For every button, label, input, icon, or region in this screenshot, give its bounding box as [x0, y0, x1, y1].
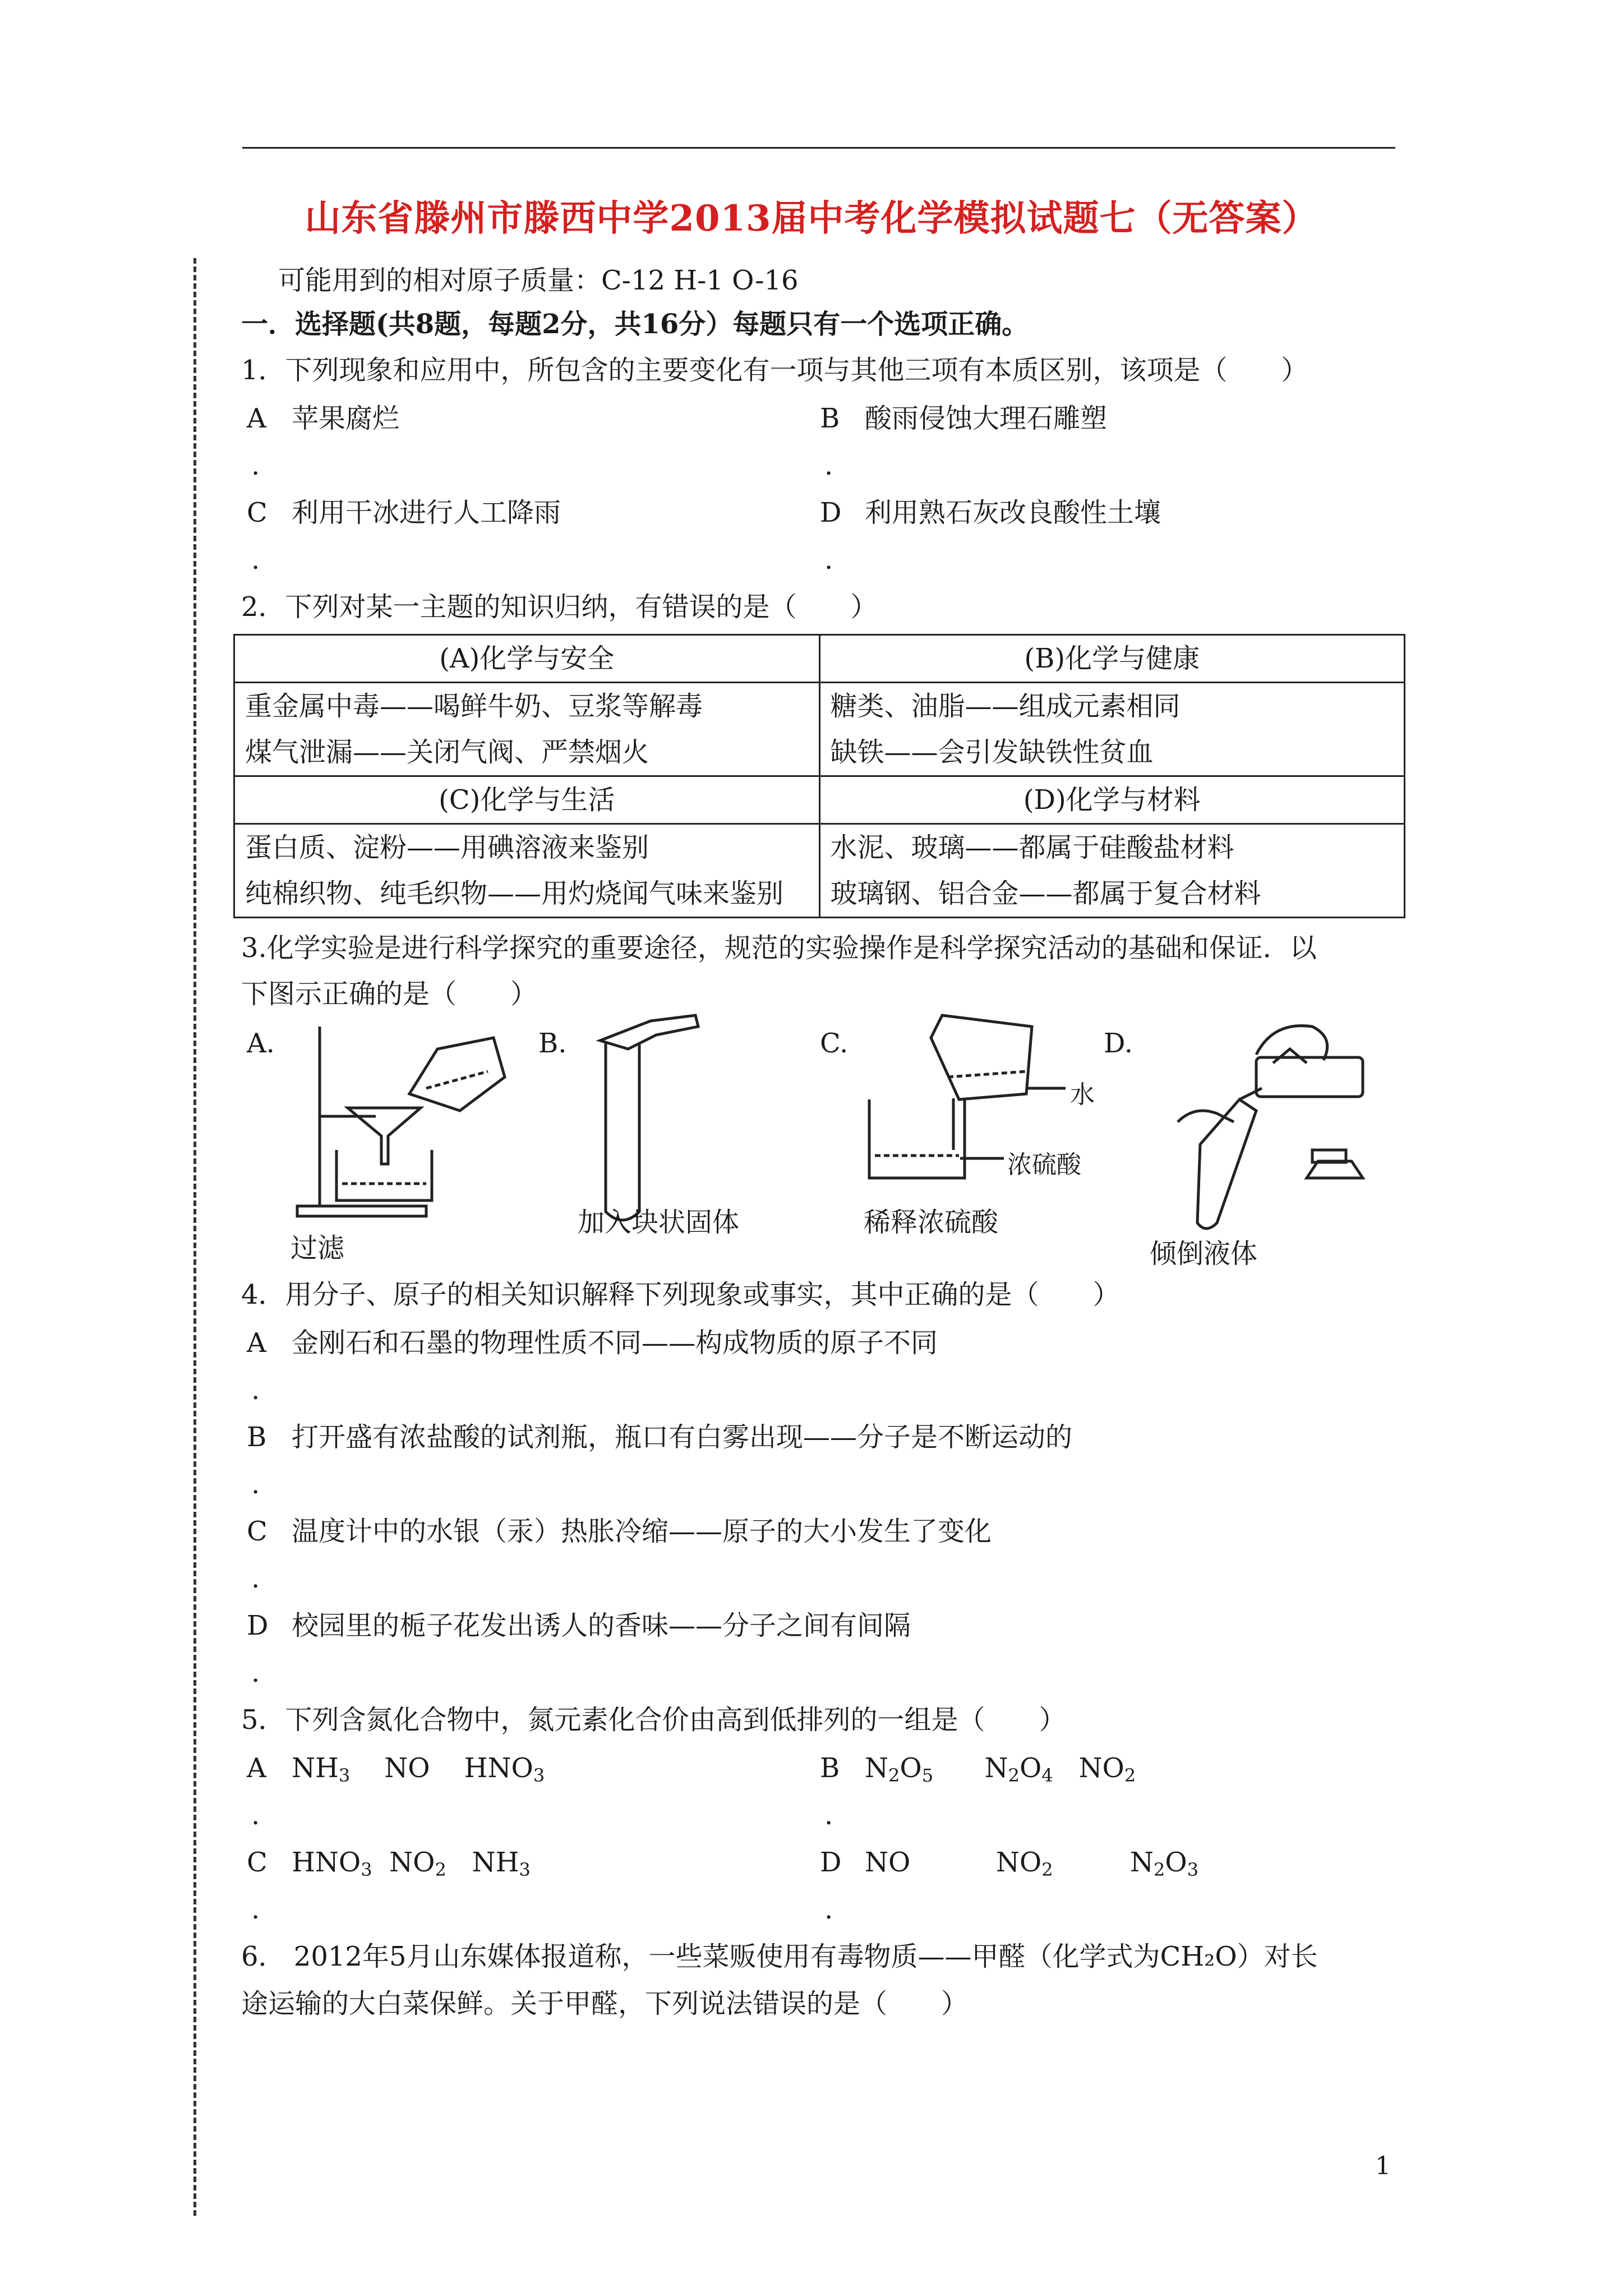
option-dot: . — [824, 450, 833, 481]
fig-b-caption: 加入块状固体 — [578, 1207, 740, 1238]
fig-d-caption: 倾倒液体 — [1150, 1238, 1258, 1269]
q4-option-a: A 金刚石和石墨的物理性质不同——构成物质的原子不同 — [247, 1327, 938, 1359]
option-dot: . — [251, 544, 260, 576]
q4-option-b: B 打开盛有浓盐酸的试剂瓶，瓶口有白雾出现——分子是不断运动的 — [247, 1421, 1073, 1453]
fig-a-letter: A. — [247, 1028, 275, 1059]
fig-b-letter: B. — [538, 1028, 567, 1059]
q5-option-b: B $N_2O_5$ $N_2O_4$ $NO_2$ — [820, 1752, 1136, 1786]
option-dot: . — [251, 1894, 260, 1925]
q1-stem: 1．下列现象和应用中，所包含的主要变化有一项与其他三项有本质区别，该项是（ ） — [241, 355, 1308, 386]
q3-stem-line2: 下图示正确的是（ ） — [241, 978, 538, 1010]
q4-option-d: D 校园里的栀子花发出诱人的香味——分子之间有间隔 — [247, 1610, 911, 1641]
table-head-a: (A)化学与安全 — [234, 635, 820, 683]
table-cell-b: 糖类、油脂——组成元素相同 缺铁——会引发缺铁性贫血 — [819, 683, 1405, 776]
option-dot: . — [251, 1563, 260, 1594]
table-cell-a: 重金属中毒——喝鲜牛奶、豆浆等解毒 煤气泄漏——关闭气阀、严禁烟火 — [234, 683, 820, 776]
page-number: 1 — [1375, 2152, 1391, 2180]
q6-stem-line1: 6． 2012年5月山东媒体报道称，一些菜贩使用有毒物质——甲醛（化学式为CH₂O）对长 — [241, 1941, 1318, 1972]
binding-dashed-line — [193, 258, 196, 2216]
table-head-c: (C)化学与生活 — [234, 776, 820, 824]
pouring-liquid-figure — [1144, 1010, 1380, 1234]
page-title: 山东省滕州市滕西中学2013届中考化学模拟试题七（无答案） — [305, 197, 1318, 240]
fig-c-label-water: 水 — [1070, 1080, 1095, 1109]
header-rule — [242, 147, 1395, 149]
fig-d-letter: D. — [1104, 1028, 1133, 1059]
q5-stem: 5．下列含氮化合物中，氮元素化合价由高到低排列的一组是（ ） — [241, 1704, 1066, 1736]
option-dot: . — [251, 1657, 260, 1688]
table-cell-d: 水泥、玻璃——都属于硅酸盐材料 玻璃钢、铝合金——都属于复合材料 — [819, 824, 1405, 918]
q3-stem-line1: 3.化学实验是进行科学探究的重要途径，规范的实验操作是科学探究活动的基础和保证．以 — [241, 932, 1317, 964]
q5-option-c: C $HNO_3$ $NO_2$ $NH_3$ — [247, 1847, 531, 1880]
option-dot: . — [251, 1469, 260, 1500]
q6-stem-line2: 途运输的大白菜保鲜。关于甲醛，下列说法错误的是（ ） — [241, 1988, 969, 2019]
table-head-b: (B)化学与健康 — [819, 635, 1405, 683]
q5-option-a: A $NH_3$ NO $HNO_3$ — [247, 1752, 545, 1786]
q1-option-b: B 酸雨侵蚀大理石雕塑 — [820, 403, 1108, 434]
knowledge-table — [233, 634, 1405, 918]
q4-option-c: C 温度计中的水银（汞）热胀冷缩——原子的大小发生了变化 — [247, 1516, 992, 1547]
q2-stem: 2．下列对某一主题的知识归纳，有错误的是（ ） — [241, 591, 878, 623]
filtration-apparatus-figure — [292, 1015, 527, 1228]
q1-option-c: C 利用干冰进行人工降雨 — [247, 497, 561, 528]
fig-c-letter: C. — [820, 1028, 849, 1059]
option-dot: . — [251, 1374, 260, 1406]
fig-c-label-acid: 浓硫酸 — [1007, 1151, 1081, 1179]
q4-stem: 4．用分子、原子的相关知识解释下列现象或事实，其中正确的是（ ） — [241, 1279, 1120, 1310]
section-heading: 一．选择题(共8题，每题2分，共16分）每题只有一个选项正确。 — [241, 309, 1029, 340]
q5-option-d: D NO $NO_2$ $N_2O_3$ — [820, 1847, 1199, 1880]
q1-option-a: A 苹果腐烂 — [247, 403, 400, 434]
q1-option-d: D 利用熟石灰改良酸性土壤 — [820, 497, 1161, 528]
option-dot: . — [824, 1894, 833, 1925]
option-dot: . — [824, 544, 833, 576]
atomic-mass-line: 可能用到的相对原子质量：C-12 H-1 O-16 — [278, 265, 799, 296]
table-cell-c: 蛋白质、淀粉——用碘溶液来鉴别 纯棉织物、纯毛织物——用灼烧闻气味来鉴别 — [234, 824, 820, 918]
option-dot: . — [251, 450, 260, 481]
option-dot: . — [824, 1800, 833, 1831]
fig-c-caption: 稀释浓硫酸 — [864, 1207, 999, 1238]
fig-a-caption: 过滤 — [291, 1232, 345, 1264]
table-head-d: (D)化学与材料 — [819, 776, 1405, 824]
option-dot: . — [251, 1800, 260, 1831]
